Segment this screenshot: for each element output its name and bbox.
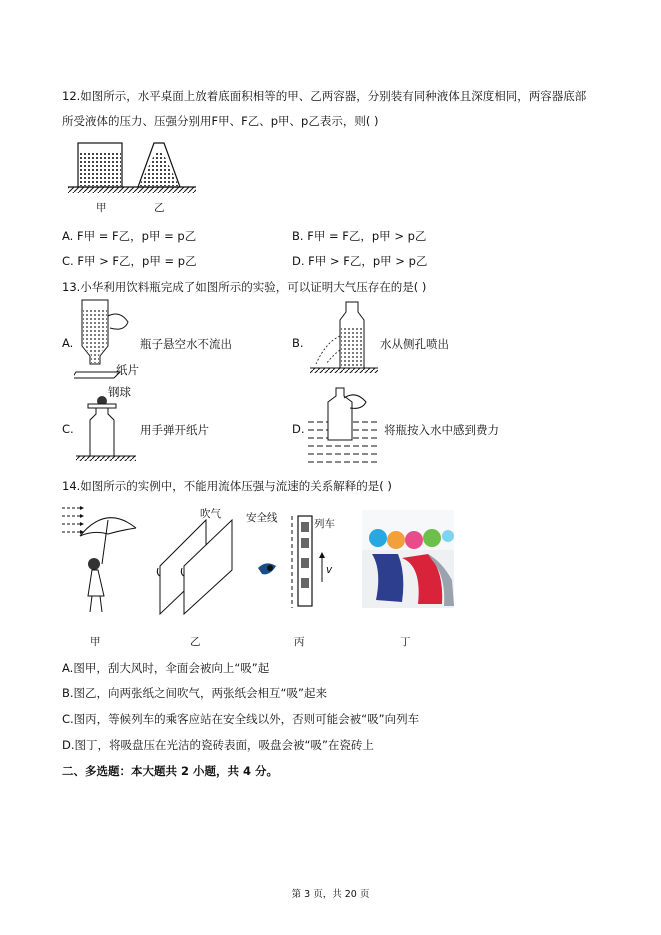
q13-option-a-letter: A. — [62, 336, 74, 350]
page-footer: 第 3 页，共 20 页 — [291, 889, 370, 900]
q13-stem: 13.小华利用饮料瓶完成了如图所示的实验，可以证明大气压存在的是( ) — [62, 280, 427, 294]
q14-papers-figure — [150, 518, 242, 618]
q14-velocity-label: v — [326, 564, 333, 576]
q13-d-figure — [306, 384, 382, 470]
q13-option-b-text: 水从侧孔喷出 — [380, 337, 449, 351]
q12-option-a: A. F甲 = F乙，p甲 = p乙 — [62, 229, 197, 243]
q13-option-a-text: 瓶子悬空水不流出 — [140, 337, 232, 351]
q14-train-label: 列车 — [314, 518, 335, 530]
q13-option-d-text: 将瓶按入水中感到费力 — [384, 423, 499, 437]
q13-option-c-label: 钢球 — [108, 385, 131, 399]
q14-label-yi: 乙 — [190, 636, 201, 648]
section-2-heading: 二、多选题：本大题共 2 小题，共 4 分。 — [62, 764, 279, 778]
q13-option-d-letter: D. — [292, 422, 305, 436]
q12-container-figure — [64, 137, 199, 215]
q12-option-d: D. F甲 > F乙，p甲 > p乙 — [292, 254, 428, 268]
q13-option-c-letter: C. — [62, 422, 74, 436]
q14-suction-cup-photo — [362, 510, 454, 608]
q14-label-jia: 甲 — [90, 636, 101, 648]
q14-option-c: C.图丙，等候列车的乘客应站在安全线以外，否则可能会被“吸”向列车 — [62, 712, 420, 726]
q12-stem-line2: 所受液体的压力、压强分别用F甲、F乙、p甲、p乙表示，则( ) — [62, 114, 379, 128]
q14-safety-line-label: 安全线 — [246, 512, 278, 524]
q12-label-jia: 甲 — [96, 202, 107, 214]
q13-option-b-letter: B. — [292, 336, 304, 350]
q14-option-b: B.图乙，向两张纸之间吹气，两张纸会相互“吸”起来 — [62, 686, 327, 700]
q13-b-figure — [308, 300, 380, 380]
q12-option-b: B. F甲 = F乙，p甲 > p乙 — [292, 229, 427, 243]
q12-label-yi: 乙 — [154, 202, 165, 214]
q13-option-a-label: 纸片 — [116, 363, 139, 377]
q14-train-figure — [254, 512, 334, 612]
q12-stem-line1: 12.如图所示，水平桌面上放着底面积相等的甲、乙两容器，分别装有同种液体且深度相同，两容器底部 — [62, 89, 587, 103]
q13-option-c-text: 用手弹开纸片 — [140, 423, 209, 437]
q14-label-ding: 丁 — [400, 636, 411, 648]
q14-stem: 14.如图所示的实例中，不能用流体压强与流速的关系解释的是( ) — [62, 479, 392, 493]
q14-blow-label: 吹气 — [200, 508, 221, 520]
q12-option-c: C. F甲 > F乙，p甲 = p乙 — [62, 254, 197, 268]
q14-label-bing: 丙 — [294, 636, 305, 648]
q14-umbrella-figure — [58, 500, 140, 622]
q14-option-d: D.图丁，将吸盘压在光洁的瓷砖表面，吸盘会被“吸”在瓷砖上 — [62, 738, 374, 752]
q13-c-figure — [72, 394, 142, 468]
q14-option-a: A.图甲，刮大风时，伞面会被向上“吸”起 — [62, 661, 270, 675]
